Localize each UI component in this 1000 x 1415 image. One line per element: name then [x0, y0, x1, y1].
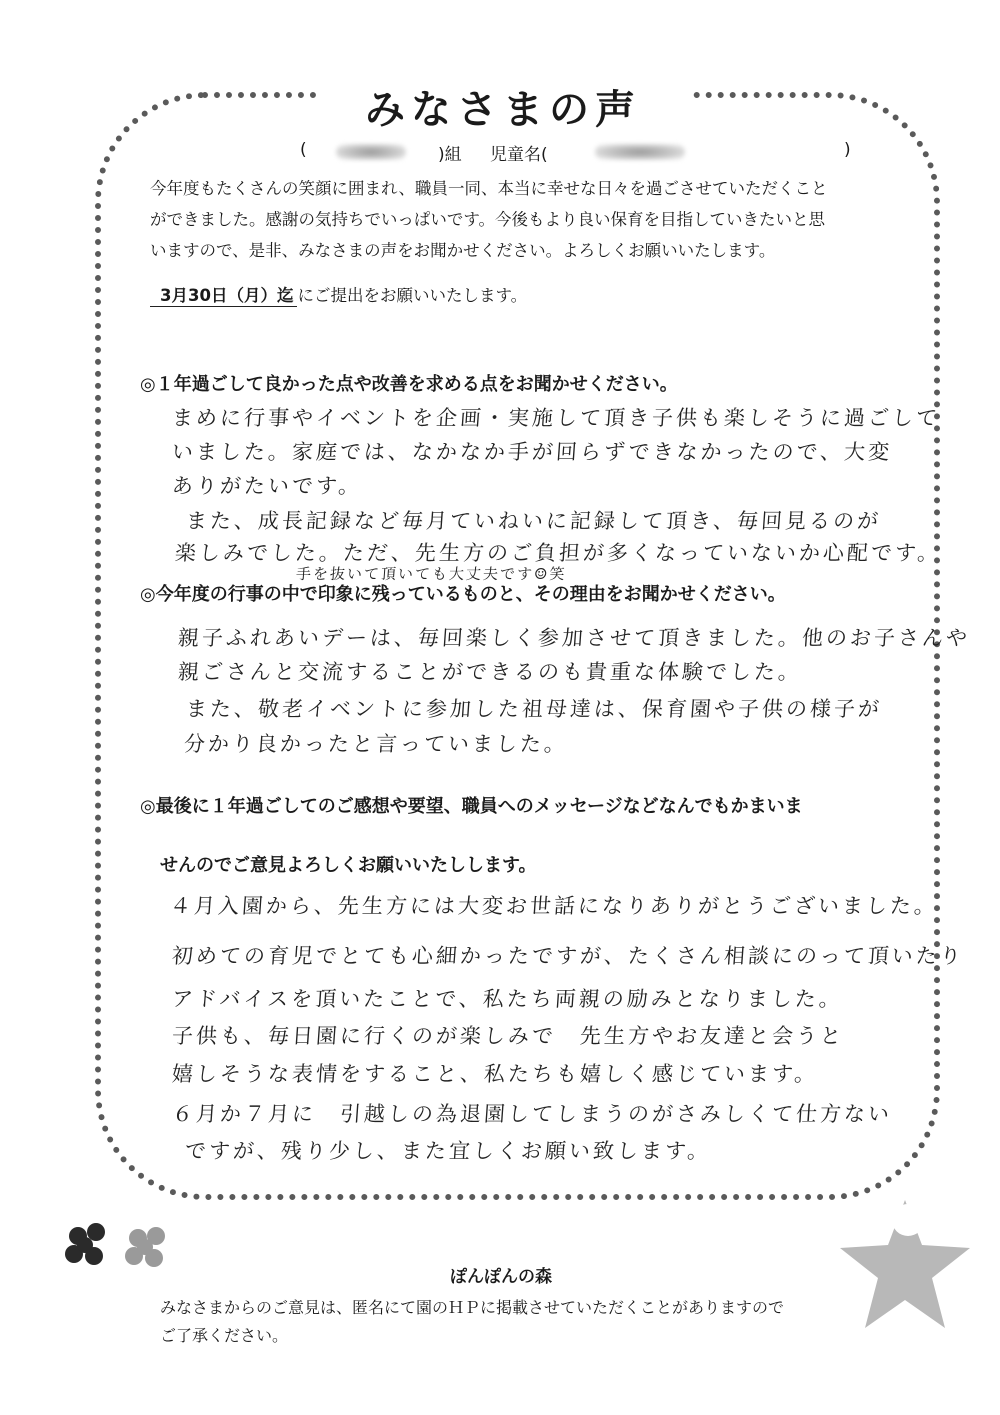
answer-3-line: 子供も、毎日園に行くのが楽しみで 先生方やお友達と会うと — [171, 1024, 845, 1048]
answer-1-line: ありがたいです。 — [171, 474, 364, 498]
answer-1-line: また、成長記録など毎月ていねいに記録して頂き、毎回見るのが — [185, 509, 882, 533]
star-mascot-icon — [830, 1190, 980, 1340]
answer-1-line: いました。家庭では、なかなか手が回らずできなかったので、大変 — [171, 440, 893, 464]
class-label: )組 — [438, 145, 462, 165]
answer-3-line: 初めての育児でとても心細かったですが、たくさん相談にのって頂いたり — [171, 944, 965, 968]
flower-icon — [62, 1218, 182, 1278]
answer-1-line: まめに行事やイベントを企画・実施して頂き子供も楽しそうに過ごして — [171, 406, 941, 430]
deadline-date: 3月30日（月）迄 — [150, 286, 297, 307]
child-name-label: 児童名( — [490, 145, 548, 165]
footer-line-1: みなさまからのご意見は、匿名にて園のＨＰに掲載させていただくことがありますので — [160, 1298, 785, 1317]
question-2: ◎今年度の行事の中で印象に残っているものと、その理由をお聞かせください。 — [140, 584, 786, 605]
answer-2-line: 親子ふれあいデーは、毎回楽しく参加させて頂きました。他のお子さんや — [177, 626, 971, 650]
blurred-child-name — [595, 144, 685, 160]
intro-line-2: ができました。感謝の気持ちでいっぱいです。今後もより良い保育を目指していきたいと思 — [150, 210, 826, 229]
answer-3-line: ６月か７月に 引越しの為退園してしまうのがさみしくて仕方ない — [171, 1102, 893, 1126]
deadline-text: にご提出をお願いいたします。 — [297, 286, 528, 305]
question-3-continued: せんのでご意見よろしくお願いいたしします。 — [160, 855, 537, 876]
child-close-paren: ) — [844, 140, 851, 160]
page-title: みなさまの声 — [365, 87, 641, 133]
answer-2-line: 分かり良かったと言っていました。 — [183, 732, 569, 756]
answer-3-line: アドバイスを頂いたことで、私たち両親の励みとなりました。 — [171, 987, 844, 1011]
question-1: ◎１年過ごして良かった点や改善を求める点をお聞かせください。 — [140, 374, 678, 395]
answer-3-line: ですが、残り少し、また宜しくお願い致します。 — [184, 1139, 713, 1163]
class-open-paren: ( — [300, 140, 307, 160]
organization-name: ぽんぽんの森 — [450, 1267, 552, 1287]
answer-3-line: ４月入園から、先生方には大変お世話になりありがとうございました。 — [169, 894, 939, 918]
footer-line-2: ご了承ください。 — [160, 1326, 289, 1345]
deadline-line — [150, 282, 527, 306]
blurred-class-name — [336, 144, 406, 160]
intro-line-1: 今年度もたくさんの笑顔に囲まれ、職員一同、本当に幸せな日々を過ごさせていただくこと — [150, 179, 828, 198]
answer-3-line: 嬉しそうな表情をすること、私たちも嬉しく感じています。 — [171, 1062, 820, 1086]
answer-1-line: 楽しみでした。ただ、先生方のご負担が多くなっていないか心配です。 — [174, 541, 943, 565]
answer-2-line: 親ごさんと交流することができるのも貴重な体験でした。 — [177, 660, 803, 684]
answer-2-line: また、敬老イベントに参加した祖母達は、保育園や子供の様子が — [185, 697, 883, 721]
intro-line-3: いますので、是非、みなさまの声をお聞かせください。よろしくお願いいたします。 — [150, 241, 776, 260]
answer-1-note: 手を抜いて頂いても大丈夫です☺笑 — [295, 565, 568, 583]
question-3: ◎最後に１年過ごしてのご感想や要望、職員へのメッセージなどなんでもかまいま — [140, 796, 803, 817]
